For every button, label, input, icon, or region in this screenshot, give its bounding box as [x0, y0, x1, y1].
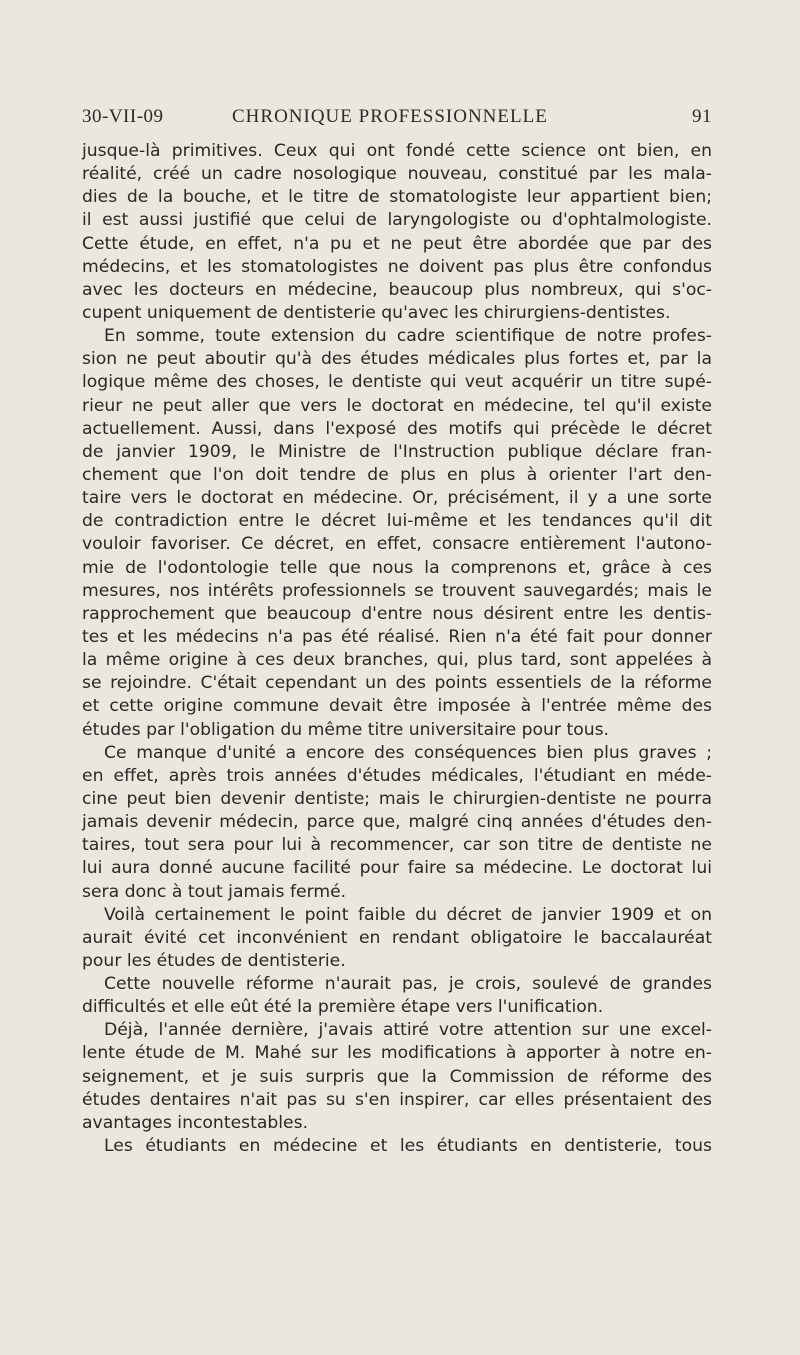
- text-line: Déjà, l'année dernière, j'avais attiré votre attention sur une excel-: [104, 1020, 712, 1041]
- text-line: sion ne peut aboutir qu'à des études médicales plus fortes et, par la: [82, 349, 712, 370]
- header-title: CHRONIQUE PROFESSIONNELLE: [232, 106, 548, 127]
- text-line: Voilà certainement le point faible du décret de janvier 1909 et on: [104, 904, 712, 925]
- text-line: pour les études de dentisterie.: [82, 950, 346, 971]
- text-line: jusque-là primitives. Ceux qui ont fondé cette science ont bien, en: [82, 141, 712, 161]
- text-line: lui aura donné aucune facilité pour faire sa médecine. Le doctorat lui: [82, 858, 712, 879]
- text-line: sera donc à tout jamais fermé.: [82, 881, 347, 902]
- text-line: Cette étude, en effet, n'a pu et ne peut être abordée que par des: [82, 233, 712, 254]
- text-line: dies de la bouche, et le titre de stomatologiste leur appartient bien;: [82, 187, 712, 208]
- text-line: actuellement. Aussi, dans l'exposé des motifs qui précède le décret: [82, 418, 712, 439]
- text-line: en effet, après trois années d'études médicales, l'étudiant en méde-: [82, 765, 712, 786]
- text-line: avantages incontestables.: [82, 1112, 309, 1133]
- text-line: Ce manque d'unité a encore des conséquences bien plus graves ;: [104, 742, 712, 763]
- text-line: jamais devenir médecin, parce que, malgré cinq années d'études den-: [82, 812, 712, 833]
- text-line: réalité, créé un cadre nosologique nouveau, constitué par les mala-: [82, 164, 712, 185]
- text-line: études par l'obligation du même titre universitaire pour tous.: [82, 719, 610, 740]
- header-date: 30-VII-09: [82, 106, 164, 127]
- text-line: difficultés et elle eût été la première étape vers l'unification.: [82, 997, 604, 1018]
- text-line: taire vers le doctorat en médecine. Or, précisément, il y a une sorte: [82, 488, 712, 509]
- text-line: et cette origine commune devait être imposée à l'entrée même des: [82, 696, 712, 717]
- body-text: [82, 140, 712, 1158]
- text-line: cupent uniquement de dentisterie qu'avec les chirurgiens-dentistes.: [82, 302, 671, 323]
- text-line: tes et les médecins n'a pas été réalisé. Rien n'a été fait pour donner: [82, 626, 712, 647]
- page-number: 91: [692, 106, 712, 127]
- text-line: médecins, et les stomatologistes ne doivent pas plus être confondus: [82, 256, 712, 277]
- text-line: vouloir favoriser. Ce décret, en effet, consacre entièrement l'autono-: [82, 534, 712, 555]
- text-line: En somme, toute extension du cadre scientifique de notre profes-: [104, 326, 712, 347]
- text-line: logique même des choses, le dentiste qui veut acquérir un titre supé-: [82, 372, 712, 393]
- text-line: la même origine à ces deux branches, qui, plus tard, sont appelées à: [82, 650, 712, 671]
- text-line: mie de l'odontologie telle que nous la comprenons et, grâce à ces: [82, 557, 712, 578]
- text-line: Cette nouvelle réforme n'aurait pas, je crois, soulevé de grandes: [104, 974, 712, 995]
- text-line: aurait évité cet inconvénient en rendant obligatoire le baccalauréat: [82, 927, 712, 948]
- text-line: de janvier 1909, le Ministre de l'Instruction publique déclare fran-: [82, 441, 712, 462]
- text-line: de contradiction entre le décret lui-même et les tendances qu'il dit: [82, 511, 712, 532]
- text-line: Les étudiants en médecine et les étudiants en dentisterie, tous: [104, 1136, 712, 1157]
- running-header: [82, 106, 712, 132]
- text-line: cine peut bien devenir dentiste; mais le chirurgien-dentiste ne pourra: [82, 788, 712, 809]
- text-line: il est aussi justifié que celui de laryngologiste ou d'ophtalmologiste.: [82, 210, 712, 231]
- text-line: chement que l'on doit tendre de plus en plus à orienter l'art den-: [82, 464, 712, 485]
- text-line: seignement, et je suis surpris que la Commission de réforme des: [82, 1066, 712, 1087]
- text-line: mesures, nos intérêts professionnels se trouvent sauvegardés; mais le: [82, 580, 712, 601]
- text-line: avec les docteurs en médecine, beaucoup plus nombreux, qui s'oc-: [82, 279, 712, 300]
- text-line: études dentaires n'ait pas su s'en inspirer, car elles présentaient des: [82, 1089, 712, 1110]
- text-line: se rejoindre. C'était cependant un des points essentiels de la réforme: [82, 673, 712, 694]
- text-line: rieur ne peut aller que vers le doctorat en médecine, tel qu'il existe: [82, 395, 712, 416]
- text-line: rapprochement que beaucoup d'entre nous désirent entre les dentis-: [82, 603, 712, 624]
- text-line: taires, tout sera pour lui à recommencer, car son titre de dentiste ne: [82, 835, 712, 856]
- text-line: lente étude de M. Mahé sur les modifications à apporter à notre en-: [82, 1043, 712, 1064]
